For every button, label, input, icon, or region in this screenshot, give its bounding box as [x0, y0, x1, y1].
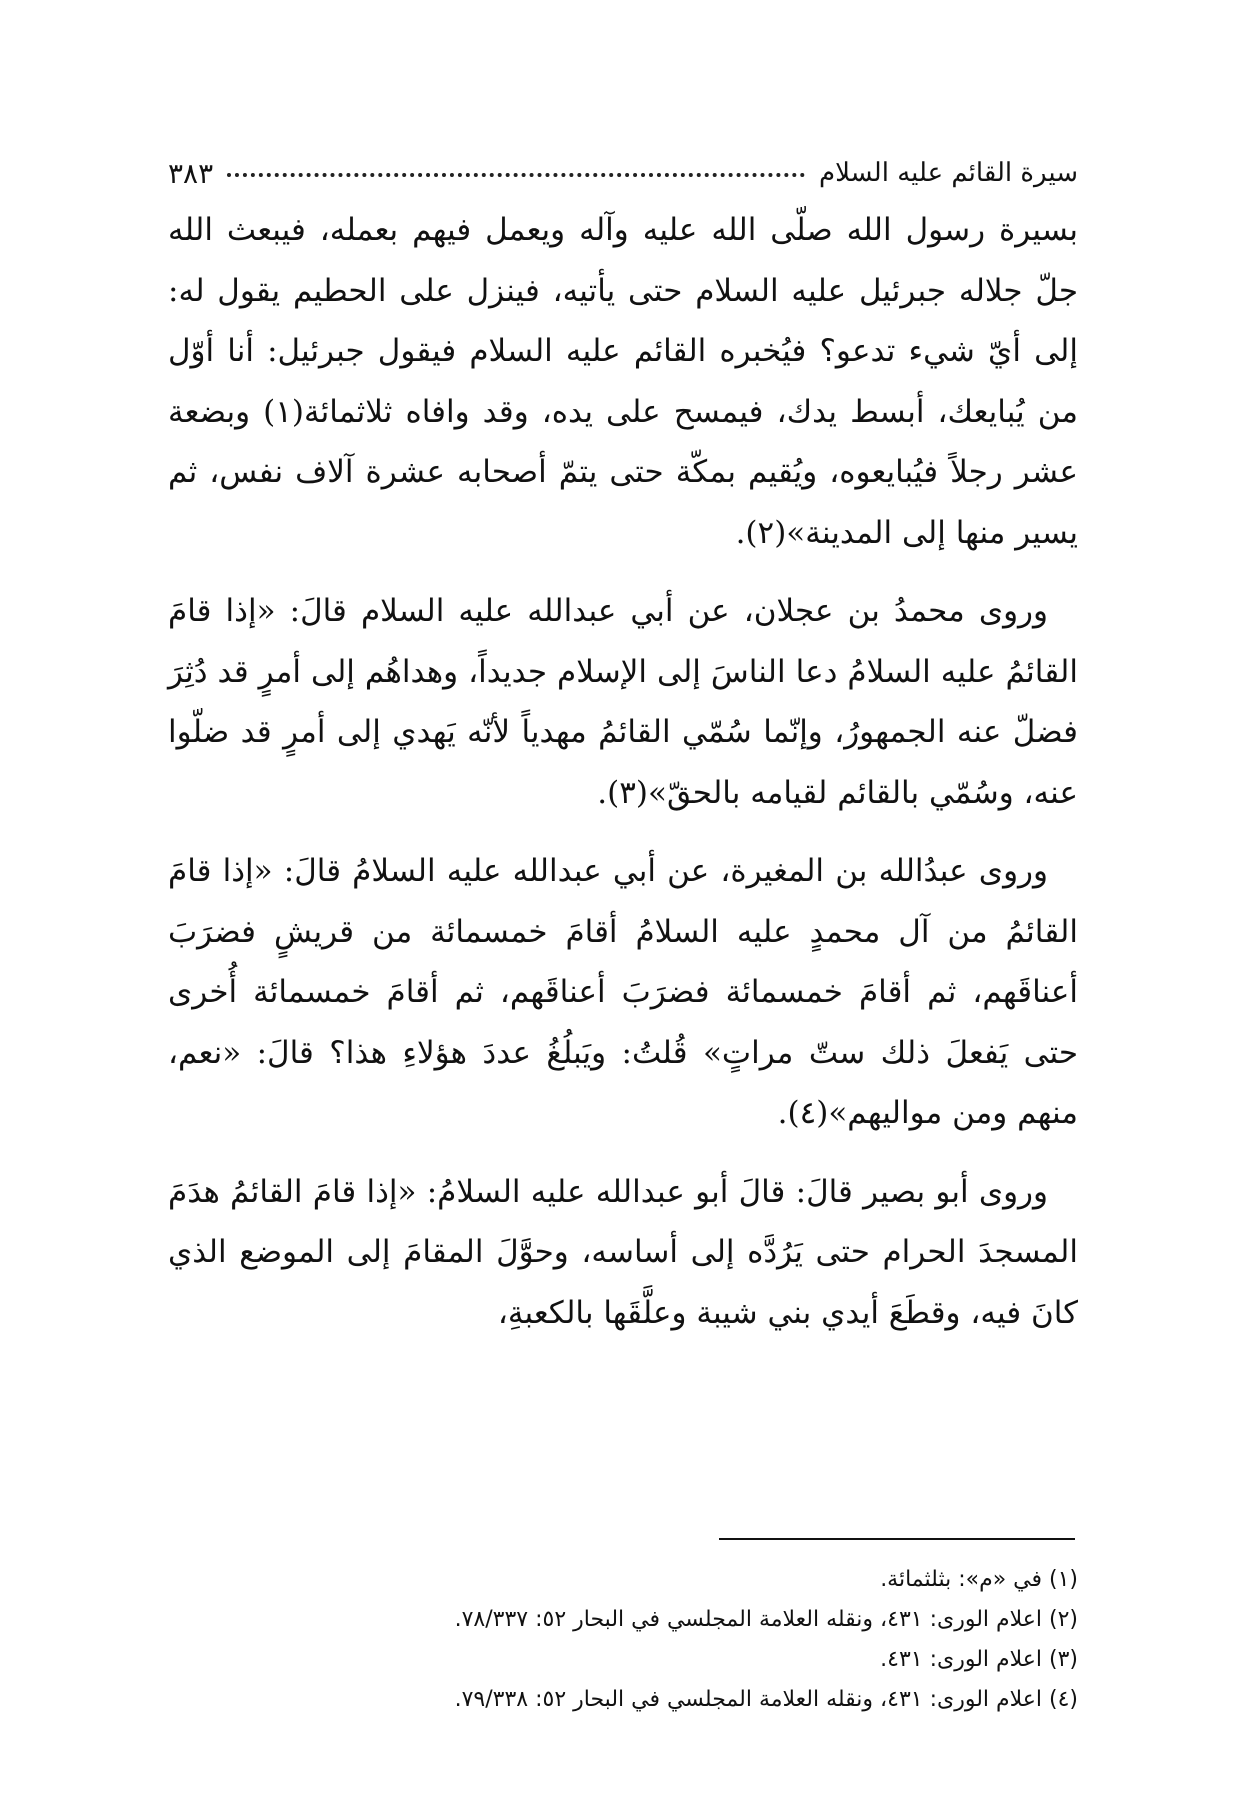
footnote-4: (٤) اعلام الورى: ٤٣١، ونقله العلامة المجلسي في البحار ٥٢: ٧٩/٣٣٨. [454, 1687, 1078, 1712]
page-number: ٣٨٣ [168, 156, 214, 190]
main-text [168, 200, 1078, 1343]
footnote-separator [719, 1538, 1075, 1540]
running-header [168, 150, 1078, 196]
chapter-title: سيرة القائم عليه السلام [818, 158, 1078, 188]
footnote-2: (٢) اعلام الورى: ٤٣١، ونقله العلامة المجلسي في البحار ٥٢: ٧٨/٣٣٧. [454, 1607, 1078, 1632]
paragraph-continued: بسيرة رسول الله صلّى الله عليه وآله ويعمل فيهم بعمله، فيبعث الله جلّ جلاله جبرئيل عليه السلام حتى يأتيه، فينزل على الحطيم يقول له: إلى أيّ شيء تدعو؟ فيُخبره القائم عليه السلام فيقول جبرئيل: أنا أوّل من يُبايعك، أبسط يدك، فيمسح على يده، وقد وافاه ثلاثمائة(١) وبضعة عشر رجلاً فيُبايعوه، ويُقيم بمكّة حتى يتمّ أصحابه عشرة آلاف نفس، ثم يسير منها إلى المدينة»(٢). [168, 212, 1078, 551]
paragraph-hadith-ibn-mughira: وروى عبدُالله بن المغيرة، عن أبي عبدالله عليه السلامُ قالَ: «إذا قامَ القائمُ من آل محمدٍ عليه السلامُ أقامَ خمسمائة من قريشٍ فضرَبَ أعناقَهم، ثم أقامَ خمسمائة فضرَبَ أعناقَهم، ثم أقامَ خمسمائة أُخرى حتى يَفعلَ ذلك ستّ مراتٍ» قُلتُ: ويَبلُغُ عددَ هؤلاءِ هذا؟ قالَ: «نعم، منهم ومن مواليهم»(٤). [168, 853, 1078, 1131]
footnote-1: (١) في «م»: بثلثمائة. [880, 1567, 1078, 1592]
header-dotted-leader [227, 173, 805, 177]
paragraph-hadith-abu-basir: وروى أبو بصير قالَ: قالَ أبو عبدالله عليه السلامُ: «إذا قامَ القائمُ هدَمَ المسجدَ الحرام حتى يَرُدَّه إلى أساسه، وحوَّلَ المقامَ إلى الموضع الذي كانَ فيه، وقطَعَ أيدي بني شيبة وعلَّقَها بالكعبةِ، [168, 1173, 1078, 1331]
footnotes [168, 1560, 1078, 1720]
paragraph-hadith-ibn-ajlan: وروى محمدُ بن عجلان، عن أبي عبدالله عليه السلام قالَ: «إذا قامَ القائمُ عليه السلامُ دعا الناسَ إلى الإسلام جديداً، وهداهُم إلى أمرٍ قد دُثِرَ فضلّ عنه الجمهورُ، وإنّما سُمّي القائمُ مهدياً لأنّه يَهدي إلى أمرٍ قد ضلّوا عنه، وسُمّي بالقائم لقيامه بالحقّ»(٣). [168, 593, 1078, 811]
footnote-3: (٣) اعلام الورى: ٤٣١. [880, 1647, 1078, 1672]
